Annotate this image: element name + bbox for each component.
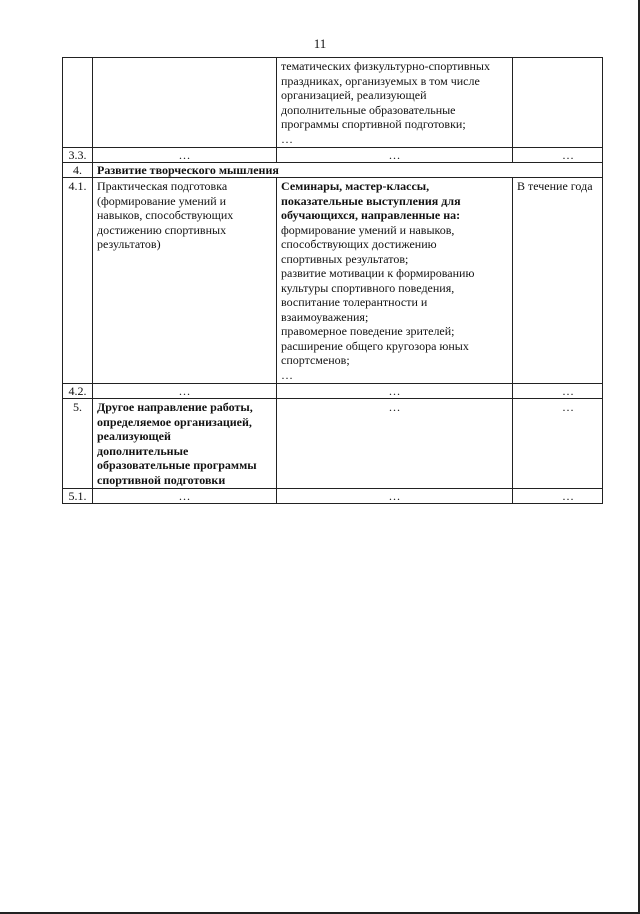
cell-activity (93, 58, 277, 148)
cell-activity (93, 178, 277, 384)
text-line-bold: Другое направление работы, (97, 400, 253, 414)
text-line: воспитание толерантности и (281, 295, 428, 309)
text-line: праздниках, организуемых в том числе (281, 73, 480, 88)
text-line-bold: определяемое организацией, (97, 414, 252, 429)
cell-num: 4.2. (63, 384, 93, 399)
text-line: (формирование умений и (97, 193, 227, 208)
cell-term: … (513, 148, 603, 163)
plan-table (62, 57, 603, 504)
text-line: результатов) (97, 237, 161, 251)
cell-content: … (277, 399, 513, 489)
cell-num: 3.3. (63, 148, 93, 163)
table-row-5 (63, 399, 603, 489)
text-line-bold: образовательные программы (97, 458, 257, 472)
cell-content (277, 58, 513, 148)
cell-term: В течение года (513, 178, 603, 384)
text-line: программы спортивной подготовки; (281, 117, 466, 131)
text-line-bold: дополнительные (97, 443, 189, 458)
text-line-bold: реализующей (97, 429, 171, 443)
cell-num (63, 58, 93, 148)
text-line: … (281, 367, 293, 382)
table-row-4-2 (63, 384, 603, 399)
page-number: 11 (313, 36, 327, 51)
text-line: навыков, способствующих (97, 208, 234, 222)
cell-num: 4. (63, 163, 93, 178)
cell-content: … (277, 148, 513, 163)
cell-term (513, 58, 603, 148)
text-line-bold: спортивной подготовки (97, 472, 226, 487)
table-row-4-1 (63, 178, 603, 384)
text-line: спортивных результатов; (281, 251, 409, 266)
text-line: достижению спортивных (97, 222, 227, 237)
table-row-3-3 (63, 148, 603, 163)
text-line: организацией, реализующей (281, 88, 427, 102)
cell-term: … (513, 399, 603, 489)
text-line: взаимоуважения; (281, 309, 369, 324)
text-line: способствующих достижению (281, 237, 437, 251)
text-line: Практическая подготовка (97, 179, 228, 193)
cell-content (277, 178, 513, 384)
text-line: … (281, 131, 293, 146)
cell-term: … (513, 384, 603, 399)
text-line: расширение общего кругозора юных (281, 338, 469, 353)
cell-num: 5. (63, 399, 93, 489)
text-line: спортсменов; (281, 353, 350, 367)
cell-activity: … (93, 148, 277, 163)
cell-activity: … (93, 384, 277, 399)
cell-content: … (277, 489, 513, 504)
table-row-4 (63, 163, 603, 178)
text-line-bold: Семинары, мастер-классы, (281, 179, 430, 193)
text-line: тематических физкультурно-спортивных (281, 59, 490, 73)
text-line-bold: обучающихся, направленные на: (281, 208, 461, 222)
text-line: формирование умений и навыков, (281, 222, 455, 237)
text-line-bold: показательные выступления для (281, 193, 461, 208)
cell-num: 4.1. (63, 178, 93, 384)
cell-term: … (513, 489, 603, 504)
text-line: правомерное поведение зрителей; (281, 324, 455, 338)
table-row-continuation (63, 58, 603, 148)
text-line: культуры спортивного поведения, (281, 280, 455, 295)
cell-num: 5.1. (63, 489, 93, 504)
cell-activity (93, 399, 277, 489)
text-line: дополнительные образовательные (281, 102, 456, 117)
table-row-5-1 (63, 489, 603, 504)
cell-content: … (277, 384, 513, 399)
text-line: развитие мотивации к формированию (281, 266, 475, 280)
cell-activity: … (93, 489, 277, 504)
section-title: Развитие творческого мышления (93, 163, 603, 178)
